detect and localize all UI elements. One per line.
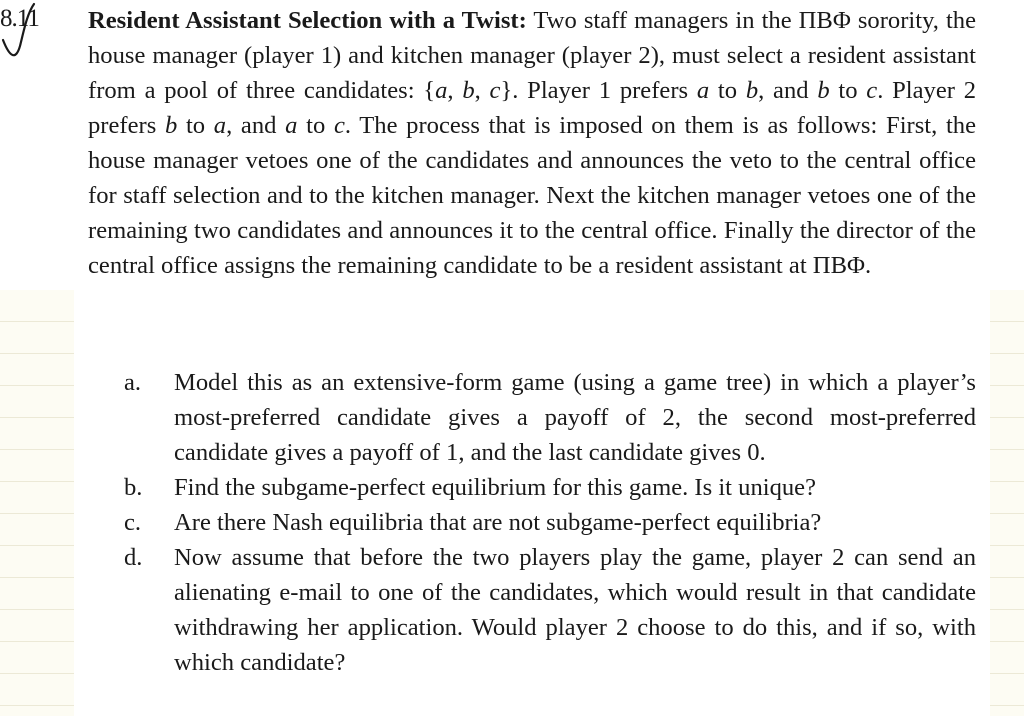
list-item — [124, 470, 976, 505]
candidate-a: a — [696, 77, 710, 104]
part-label: b. — [124, 474, 143, 501]
part-label: a. — [124, 369, 142, 396]
problem-title: Resident Assistant Selection with a Twist: — [88, 7, 527, 34]
part-text: Now assume that before the two players play the game, player 2 can send an alienating e-mail to one of the candidates, which would result in that candidate withdrawing her application. Would player 2 choose to do this, and if so, with which candidate? — [174, 544, 976, 676]
candidate-b: b — [462, 77, 475, 104]
candidate-a: a — [435, 77, 448, 104]
problem-body-text: , and — [226, 112, 286, 139]
problem-statement — [88, 3, 976, 283]
candidate-a: a — [213, 112, 227, 139]
list-item — [124, 505, 976, 540]
part-text: Are there Nash equilibria that are not subgame-perfect equilibria? — [174, 509, 822, 536]
candidate-c: c — [333, 112, 345, 139]
problem-body-text: , and — [758, 77, 818, 104]
candidate-b: b — [817, 77, 830, 104]
list-item — [124, 540, 976, 680]
part-text: Find the subgame-perfect equilibrium for this game. Is it unique? — [174, 474, 817, 501]
handwritten-check-mark-icon — [0, 0, 40, 70]
problem-body-text: to — [177, 112, 214, 139]
candidate-a: a — [285, 112, 298, 139]
problem-body-text: to — [829, 77, 867, 104]
part-label: c. — [124, 509, 142, 536]
part-text: Model this as an extensive-form game (using a game tree) in which a player’s most-preferred candidate gives a payoff of 2, the second most-preferred candidate gives a payoff of 1, and the last candidate gives 0. — [174, 369, 976, 466]
separator: , — [447, 77, 463, 104]
problem-body-text: . The process that is imposed on them is as follows: First, the house manager vetoes one of the candidates and announces the veto to the central office for staff selection and to the kitchen manager. Next the kitchen manager vetoes one of the remaining two candidates and announces it to the central office. Finally the director of the central office assigns the remaining candidate to be a resident assistant at ΠΒΦ. — [88, 112, 976, 279]
part-label: d. — [124, 544, 143, 571]
problem-number: 8.11 — [0, 5, 39, 32]
problem-parts-list — [124, 365, 976, 680]
candidate-b: b — [164, 112, 178, 139]
problem-body-text: Two staff managers in the ΠΒΦ sorority, the house manager (player 1) and kitchen manager (player 2), must select a resident assistant from a pool of three candidates: { — [88, 7, 977, 104]
problem-body-text: . Player 2 prefers — [88, 77, 977, 139]
problem-body-text: }. Player 1 prefers — [500, 77, 697, 104]
candidate-b: b — [745, 77, 759, 104]
problem-body-text: to — [297, 112, 334, 139]
list-item — [124, 365, 976, 470]
candidate-c: c — [866, 77, 878, 104]
problem-body-text: to — [709, 77, 746, 104]
separator: , — [474, 77, 490, 104]
candidate-c: c — [489, 77, 501, 104]
